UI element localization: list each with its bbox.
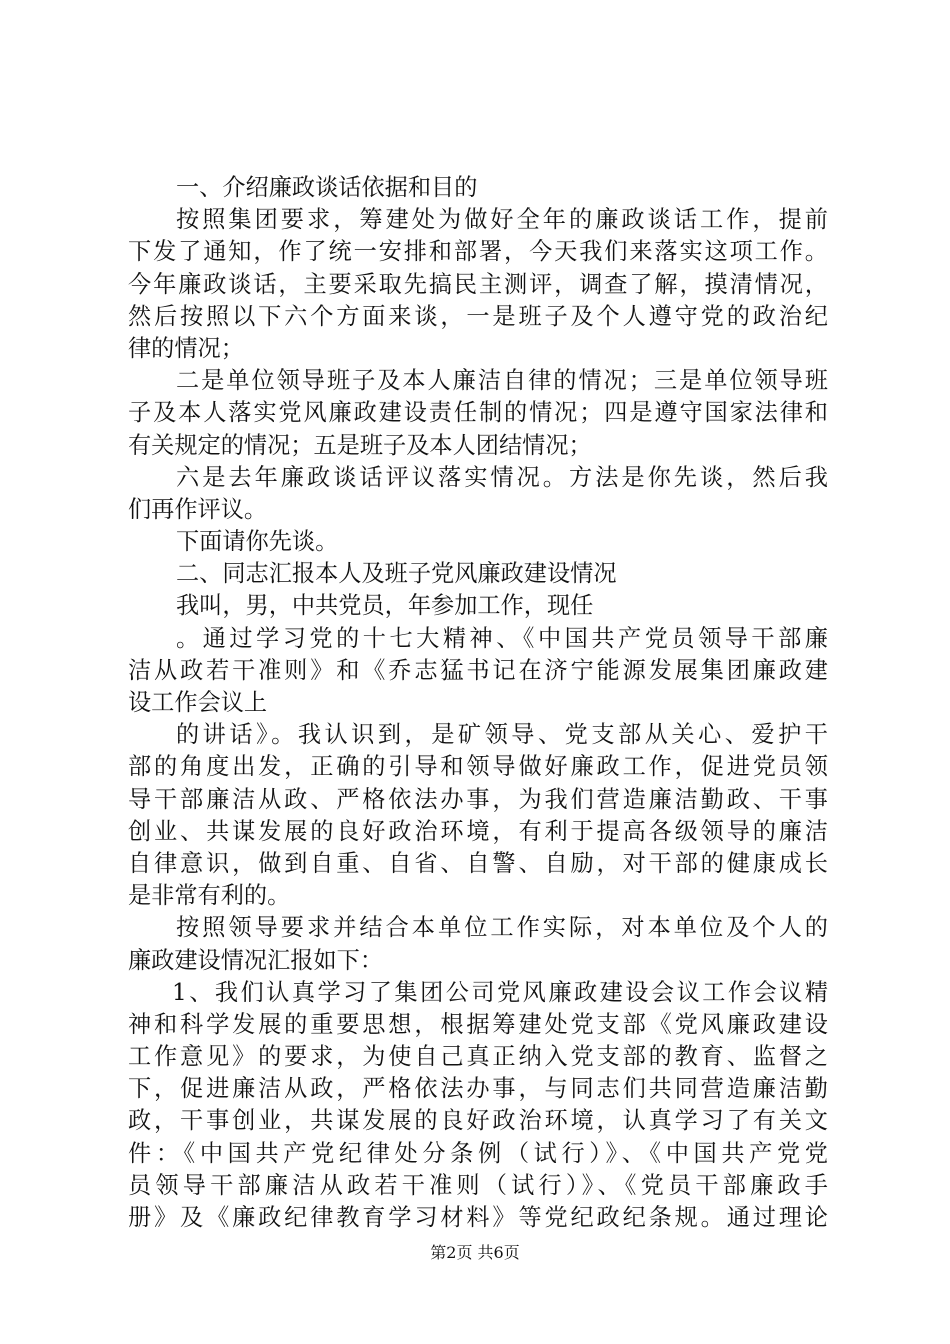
paragraph-line: 我叫，男，中共党员，年参加工作，现任 — [176, 592, 594, 620]
paragraph-line: 今年廉政谈话，主要采取先搞民主测评，调查了解，摸清情况， — [128, 270, 828, 298]
paragraph-line: 是非常有利的。 — [128, 882, 291, 910]
paragraph-line: 廉政建设情况汇报如下： — [128, 946, 384, 974]
paragraph-line: 部的角度出发，正确的引导和领导做好廉政工作，促进党员领 — [128, 753, 828, 781]
paragraph-line: 按照集团要求，筹建处为做好全年的廉政谈话工作，提前 — [176, 206, 828, 234]
paragraph-line: 员领导干部廉洁从政若干准则（试行）》、《党员干部廉政手 — [128, 1171, 828, 1199]
paragraph-line: 下，促进廉洁从政，严格依法办事，与同志们共同营造廉洁勤 — [128, 1075, 828, 1103]
paragraph-line: 有关规定的情况；五是班子及本人团结情况； — [128, 431, 592, 459]
paragraph-line: 子及本人落实党风廉政建设责任制的情况；四是遵守国家法律和 — [128, 399, 828, 427]
paragraph-line: 然后按照以下六个方面来谈，一是班子及个人遵守党的政治纪 — [128, 302, 828, 330]
paragraph-line: 下发了通知，作了统一安排和部署，今天我们来落实这项工作。 — [128, 238, 828, 266]
paragraph-line: 1、我们认真学习了集团公司党风廉政建设会议工作会议精 — [172, 978, 828, 1006]
paragraph-line: 导干部廉洁从政、严格依法办事，为我们营造廉洁勤政、干事 — [128, 785, 828, 813]
paragraph-line: 册》及《廉政纪律教育学习材料》等党纪政纪条规。通过理论 — [128, 1204, 828, 1231]
paragraph-line: 神和科学发展的重要思想，根据筹建处党支部《党风廉政建设 — [128, 1010, 828, 1038]
page-footer: 第2页 共6页 — [430, 1243, 520, 1262]
paragraph-line: 政，干事创业，共谋发展的良好政治环境，认真学习了有关文 — [128, 1107, 828, 1135]
paragraph-line: 件：《中国共产党纪律处分条例（试行）》、《中国共产党党 — [128, 1139, 828, 1167]
heading-2: 二、同志汇报本人及班子党风廉政建设情况 — [176, 560, 617, 588]
paragraph-line: 六是去年廉政谈话评议落实情况。方法是你先谈，然后我 — [176, 463, 828, 491]
paragraph-line: 二是单位领导班子及本人廉洁自律的情况；三是单位领导班 — [176, 367, 828, 395]
paragraph-line: 律的情况； — [128, 334, 244, 362]
paragraph-line: 的讲话》。我认识到，是矿领导、党支部从关心、爱护干 — [176, 721, 828, 749]
paragraph-line: 洁从政若干准则》和《乔志猛书记在济宁能源发展集团廉政建 — [128, 656, 828, 684]
paragraph-line: 。通过学习党的十七大精神、《中国共产党员领导干部廉 — [176, 624, 828, 652]
body-text — [128, 172, 828, 1234]
paragraph-line: 设工作会议上 — [128, 689, 268, 716]
heading-1: 一、介绍廉政谈话依据和目的 — [176, 174, 478, 201]
paragraph-line: 们再作评议。 — [128, 495, 268, 523]
paragraph-line: 自律意识，做到自重、自省、自警、自励，对干部的健康成长 — [128, 849, 828, 877]
paragraph-line: 创业、共谋发展的良好政治环境，有利于提高各级领导的廉洁 — [128, 817, 828, 845]
paragraph-line: 工作意见》的要求，为使自己真正纳入党支部的教育、监督之 — [128, 1043, 828, 1071]
paragraph-line: 按照领导要求并结合本单位工作实际，对本单位及个人的 — [176, 914, 828, 942]
paragraph-line: 下面请你先谈。 — [176, 528, 339, 556]
